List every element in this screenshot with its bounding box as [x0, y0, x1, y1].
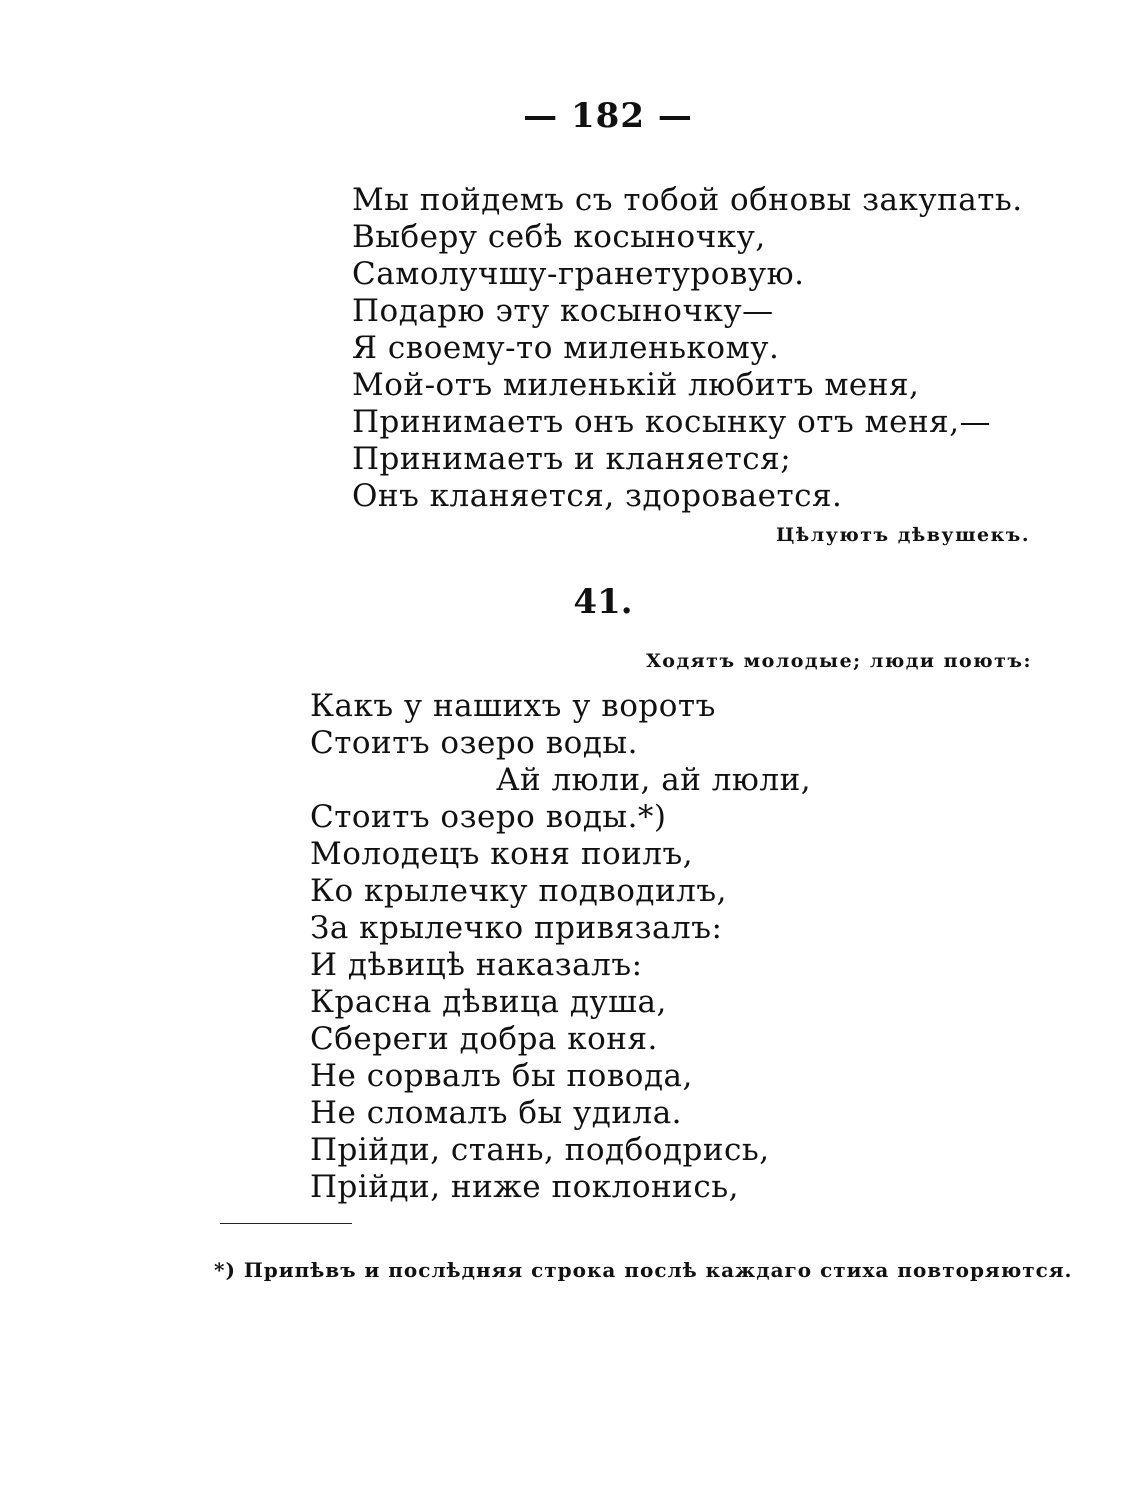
verse-line: Сбереги добра коня.: [310, 1021, 658, 1057]
verse-line: Принимаетъ и кланяется;: [352, 441, 792, 477]
verse-line: Принимаетъ онъ косынку отъ меня,—: [352, 404, 992, 440]
verse-line: Онъ кланяется, здоровается.: [352, 478, 843, 514]
verse-line: Стоитъ озеро воды.: [310, 725, 638, 761]
verse-block-song-41: [310, 688, 811, 1206]
verse-line: И дѣвицѣ наказалъ:: [310, 947, 643, 983]
footnote: *) Припѣвъ и послѣдняя строка послѣ каждаго стиха повторяются.: [214, 1258, 1073, 1282]
verse-line: За крылечко привязалъ:: [310, 910, 723, 946]
stage-direction: Цѣлуютъ дѣвушекъ.: [775, 524, 1030, 546]
stage-direction: Ходятъ молодые; люди поютъ:: [646, 650, 1032, 672]
verse-line: Прійди, ниже поклонись,: [310, 1169, 739, 1205]
verse-line: Не сломалъ бы удила.: [310, 1095, 683, 1131]
verse-line: Ко крылечку подводилъ,: [310, 873, 727, 909]
verse-block-previous-song: [352, 182, 1023, 515]
verse-line: Мы пойдемъ съ тобой обновы закупать.: [352, 182, 1023, 218]
verse-line: Выберу себѣ косыночку,: [352, 219, 766, 255]
page-number: — 182 —: [523, 96, 693, 136]
footnote-divider: [220, 1223, 352, 1224]
song-number: 41.: [573, 582, 633, 622]
verse-line: Я своему-то миленькому.: [352, 330, 780, 366]
verse-line: Подарю эту косыночку—: [352, 293, 774, 329]
verse-line: Молодецъ коня поилъ,: [310, 836, 694, 872]
verse-line: Какъ у нашихъ у воротъ: [310, 688, 716, 724]
verse-line: Мой-отъ миленькій любитъ меня,: [352, 367, 920, 403]
refrain-line: Ай люли, ай люли,: [496, 762, 812, 798]
verse-line: Не сорвалъ бы повода,: [310, 1058, 693, 1094]
verse-line: Прійди, стань, подбодрись,: [310, 1132, 770, 1168]
verse-line: Самолучшу-гранетуровую.: [352, 256, 805, 292]
verse-line: Красна дѣвица душа,: [310, 984, 667, 1020]
verse-line: Стоитъ озеро воды.*): [310, 799, 667, 835]
